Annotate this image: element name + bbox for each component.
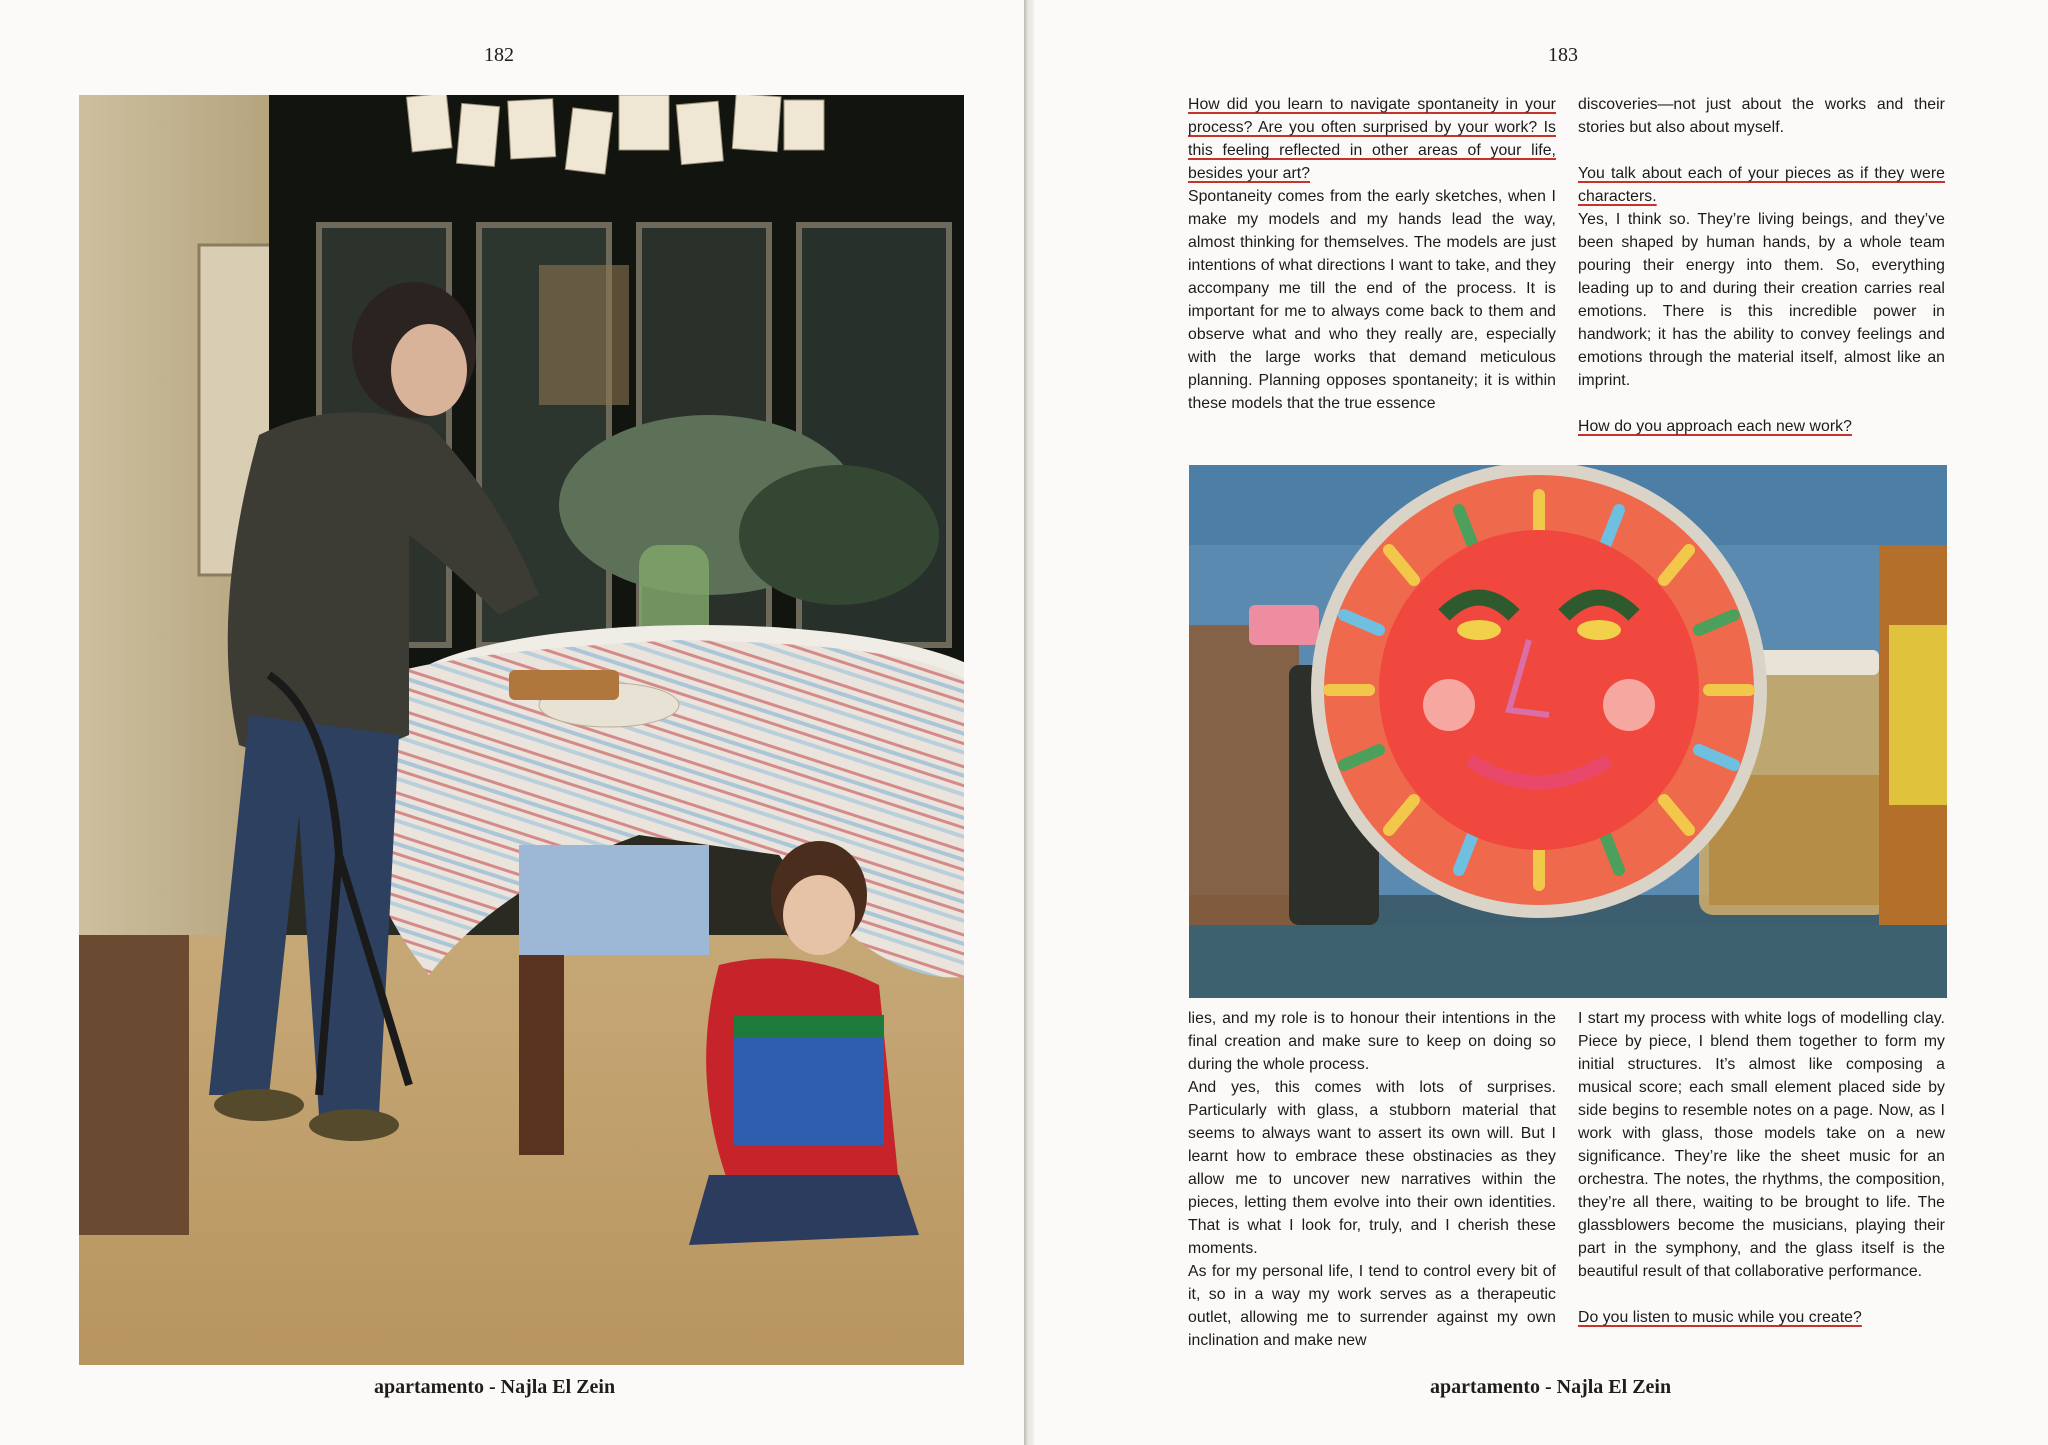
interview-question: How did you learn to navigate spontaneity in your process? Are you often surprised by your work? Is this feeling reflected in other areas of your life, besides your art? [1188, 96, 1556, 182]
interview-question: Do you listen to music while you create? [1578, 1309, 1862, 1326]
text-column-top-left [1188, 93, 1556, 415]
interview-answer: Spontaneity comes from the early sketches, when I make my models and my hands lead the way, almost thinking for themselves. The models are just intentions of what directions I want to take, and they accompany me till the end of the process. It is important for me to always come back to them and observe what and who they really are, especially with the large works that demand meticulous planning. Planning opposes spontaneity; it is within these models that the true essence [1188, 188, 1556, 412]
right-page [1034, 0, 2048, 1445]
page-number: 183 [1548, 44, 1578, 66]
interview-answer: And yes, this comes with lots of surprises. Particularly with glass, a stubborn material that seems to always want to assert its own will. But I learnt how to embrace these obstinacies as they allow me to uncover new narratives within the pieces, letting them evolve into their own identities. That is what I look for, truly, and I cherish these moments. [1188, 1079, 1556, 1257]
interview-question: How do you approach each new work? [1578, 418, 1852, 435]
page-footer: apartamento - Najla El Zein [1430, 1376, 1672, 1398]
interview-answer: discoveries—not just about the works and their stories but also about myself. [1578, 96, 1945, 136]
interview-question: You talk about each of your pieces as if they were characters. [1578, 165, 1945, 205]
family-dining-table-photo [79, 95, 964, 1365]
interview-answer: lies, and my role is to honour their intentions in the final creation and make sure to keep on doing so during the whole process. [1188, 1010, 1556, 1073]
page-footer: apartamento - Najla El Zein [374, 1376, 616, 1398]
interview-answer: I start my process with white logs of modelling clay. Piece by piece, I blend them together to form my initial structures. It’s almost like composing a musical score; each small element placed side by side begins to resemble notes on a page. Now, as I work with glass, those models take on a new significance. They’re like the sheet music for an orchestra. The notes, the rhythms, the composition, they’re all there, waiting to be brought to life. The glassblowers become the musicians, playing their part in the symphony, and the glass itself is the beautiful result of that collaborative performance. [1578, 1010, 1945, 1280]
interview-answer: Yes, I think so. They’re living beings, and they’ve been shaped by human hands, by a whole team pouring their energy into them. So, everything leading up to and during their creation carries real emotions. There is this incredible power in handwork; it has the ability to convey feelings and emotions through the material itself, almost like an imprint. [1578, 211, 1945, 389]
spine-gutter [1024, 0, 1034, 1445]
text-column-bottom-left [1188, 1007, 1556, 1352]
page-number: 182 [484, 44, 514, 66]
text-column-bottom-right [1578, 1007, 1945, 1329]
text-column-top-right [1578, 93, 1945, 438]
painted-sun-plate-photo [1189, 465, 1947, 998]
interview-answer: As for my personal life, I tend to control every bit of it, so in a way my work serves as a therapeutic outlet, allowing me to surrender against my own inclination and make new [1188, 1263, 1556, 1349]
